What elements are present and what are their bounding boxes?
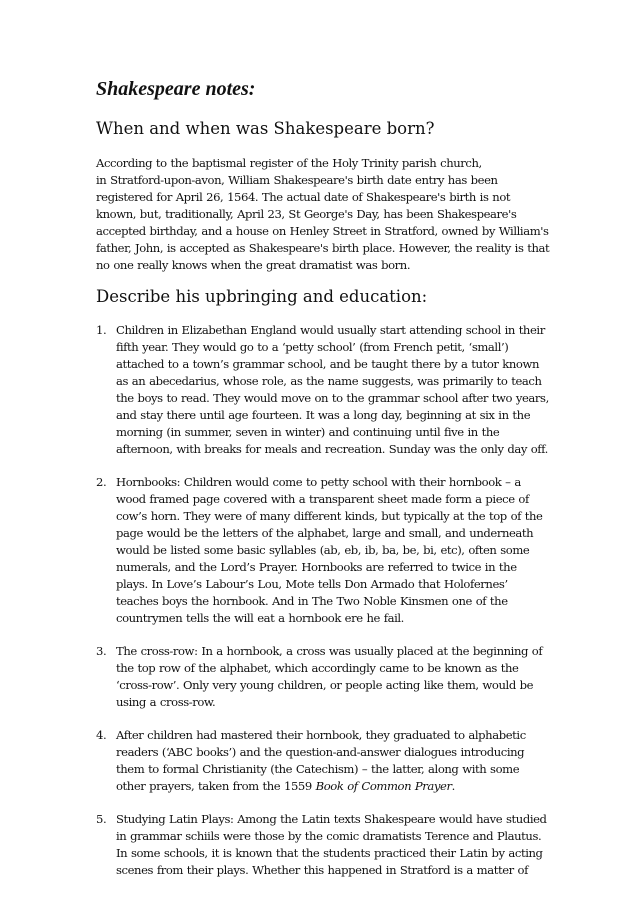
list-item-line: wood framed page covered with a transparent sheet made form a piece of (116, 492, 529, 506)
list-item-number: 1. (96, 323, 107, 337)
paragraph-line: father, John, is accepted as Shakespeare's birth place. However, the reality is that (96, 241, 550, 255)
list-item-line: page would be the letters of the alphabet, large and small, and underneath (116, 526, 534, 540)
list-item-line: Hornbooks: Children would come to petty school with their hornbook – a (116, 475, 521, 489)
list-item-line: as an abecedarius, whose role, as the name suggests, was primarily to teach (116, 374, 542, 388)
list-item-line: ‘cross-row’. Only very young children, or people acting like them, would be (116, 678, 534, 692)
list-item-number: 2. (96, 475, 107, 489)
paragraph-line: in Stratford-upon-avon, William Shakespeare's birth date entry has been (96, 173, 498, 187)
list-item-line (116, 778, 548, 795)
education-list (96, 322, 548, 879)
list-item-number: 4. (96, 728, 107, 742)
list-item-line: The cross-row: In a hornbook, a cross was usually placed at the beginning of (116, 644, 543, 658)
list-item (96, 643, 548, 711)
list-item-line: In some schools, it is known that the students practiced their Latin by acting (116, 846, 543, 860)
list-item-line: Studying Latin Plays: Among the Latin texts Shakespeare would have studied (116, 812, 547, 826)
question-born-heading: When and when was Shakespeare born? (96, 119, 435, 138)
list-item-number: 5. (96, 812, 107, 826)
birth-paragraph (96, 155, 548, 274)
list-item-line: plays. In Love’s Labour’s Lou, Mote tells Don Armado that Holofernes’ (116, 577, 508, 591)
list-item-line: the top row of the alphabet, which accordingly came to be known as the (116, 661, 519, 675)
question-education-heading: Describe his upbringing and education: (96, 287, 428, 306)
list-item-line: attached to a town’s grammar school, and be taught there by a tutor known (116, 357, 540, 371)
page-title: Shakespeare notes: (96, 78, 256, 100)
list-item-line: countrymen tells the will eat a hornbook ere he fail. (116, 611, 404, 625)
list-item (96, 474, 548, 627)
list-item-line: cow’s horn. They were of many different kinds, but typically at the top of the (116, 509, 543, 523)
paragraph-line: According to the baptismal register of the Holy Trinity parish church, (96, 156, 482, 170)
book-title: Book of Common Prayer (315, 779, 452, 793)
list-item-line: using a cross-row. (116, 695, 216, 709)
paragraph-line: registered for April 26, 1564. The actual date of Shakespeare's birth is not (96, 190, 511, 204)
list-item-line: afternoon, with breaks for meals and recreation. Sunday was the only day off. (116, 442, 548, 456)
list-item (96, 322, 548, 458)
list-item-line: and stay there until age fourteen. It was a long day, beginning at six in the (116, 408, 531, 422)
list-item-line: teaches boys the hornbook. And in The Two Noble Kinsmen one of the (116, 594, 508, 608)
list-item-number: 3. (96, 644, 107, 658)
sentence-end: . (451, 779, 455, 793)
paragraph-line: known, but, traditionally, April 23, St George's Day, has been Shakespeare's (96, 207, 517, 221)
list-item-line: After children had mastered their hornbook, they graduated to alphabetic (116, 728, 526, 742)
list-item-text: other prayers, taken from the 1559 (116, 779, 316, 793)
list-item-line: readers (‘ABC books’) and the question-and-answer dialogues introducing (116, 745, 525, 759)
list-item-line: the boys to read. They would move on to the grammar school after two years, (116, 391, 549, 405)
list-item-line: scenes from their plays. Whether this happened in Stratford is a matter of (116, 863, 528, 877)
list-item-line: numerals, and the Lord’s Prayer. Hornbooks are referred to twice in the (116, 560, 517, 574)
list-item-line: in grammar schiils were those by the comic dramatists Terence and Plautus. (116, 829, 542, 843)
paragraph-line: accepted birthday, and a house on Henley Street in Stratford, owned by William's (96, 224, 549, 238)
list-item-line: them to formal Christianity (the Catechism) – the latter, along with some (116, 762, 520, 776)
document-page (96, 76, 548, 895)
list-item (96, 727, 548, 795)
paragraph-line: no one really knows when the great dramatist was born. (96, 258, 411, 272)
list-item-line: Children in Elizabethan England would usually start attending school in their (116, 323, 545, 337)
list-item-line: morning (in summer, seven in winter) and continuing until five in the (116, 425, 500, 439)
list-item-line: would be listed some basic syllables (ab, eb, ib, ba, be, bi, etc), often some (116, 543, 530, 557)
list-item (96, 811, 548, 879)
list-item-line: fifth year. They would go to a ‘petty school’ (from French petit, ‘small’) (116, 340, 509, 354)
